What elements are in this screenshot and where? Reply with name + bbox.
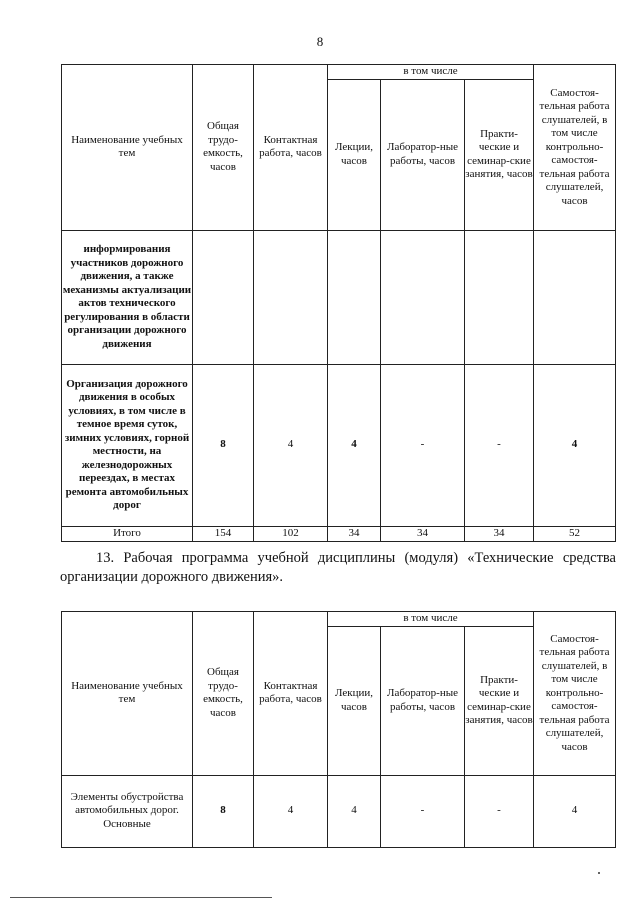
header-self-study: Самостоя-тельная работа слушателей, в том числе контрольно-самостоя-тельная работа слушателей, часов	[534, 65, 616, 231]
table-row	[62, 364, 616, 526]
table-row	[62, 775, 616, 847]
header-labs: Лаборатор-ные работы, часов	[381, 626, 465, 775]
page-number: 8	[316, 34, 324, 49]
cell-contact: 4	[254, 775, 328, 847]
header-including: в том числе	[328, 65, 534, 80]
topic-name: информирования участников дорожного движения, а также механизмы актуализации актов технического регулирования в области организации дорожного движения	[62, 230, 193, 364]
header-total: Общая трудо-емкость, часов	[193, 65, 254, 231]
table-row	[62, 230, 616, 364]
cell-labs: -	[381, 775, 465, 847]
curriculum-table-1	[61, 64, 616, 542]
section-title: 13. Рабочая программа учебной дисциплины (модуля) «Технические средства организации дорожного движения».	[60, 550, 616, 585]
total-total: 154	[193, 526, 254, 541]
total-labs: 34	[381, 526, 465, 541]
header-total: Общая трудо-емкость, часов	[193, 612, 254, 776]
header-contact: Контактная работа, часов	[254, 612, 328, 776]
header-self-study: Самостоя-тельная работа слушателей, в том числе контрольно-самостоя-тельная работа слушателей, часов	[534, 612, 616, 776]
curriculum-table-2	[61, 611, 616, 848]
total-practical: 34	[465, 526, 534, 541]
total-self: 52	[534, 526, 616, 541]
header-name: Наименование учебных тем	[62, 612, 193, 776]
total-lectures: 34	[328, 526, 381, 541]
scan-dot	[598, 872, 600, 874]
header-contact: Контактная работа, часов	[254, 65, 328, 231]
cell-contact: 4	[254, 364, 328, 526]
cell-total: 8	[193, 364, 254, 526]
cell-labs	[381, 230, 465, 364]
cell-total	[193, 230, 254, 364]
cell-practical	[465, 230, 534, 364]
topic-name: Элементы обустройства автомобильных дорог. Основные	[62, 775, 193, 847]
header-practical: Практи-ческие и семинар-ские занятия, часов	[465, 79, 534, 230]
header-including: в том числе	[328, 612, 534, 627]
cell-total: 8	[193, 775, 254, 847]
cell-self: 4	[534, 364, 616, 526]
cell-self	[534, 230, 616, 364]
cell-lectures: 4	[328, 364, 381, 526]
total-contact: 102	[254, 526, 328, 541]
cell-lectures: 4	[328, 775, 381, 847]
header-lectures: Лекции, часов	[328, 626, 381, 775]
topic-name: Организация дорожного движения в особых условиях, в том числе в темное время суток, зимних условиях, горной местности, на железнодорожных переездах, в местах ремонта автомобильных дорог	[62, 364, 193, 526]
cell-practical: -	[465, 775, 534, 847]
footnote-divider	[10, 897, 272, 898]
cell-self: 4	[534, 775, 616, 847]
header-labs: Лаборатор-ные работы, часов	[381, 79, 465, 230]
header-lectures: Лекции, часов	[328, 79, 381, 230]
header-name: Наименование учебных тем	[62, 65, 193, 231]
cell-contact	[254, 230, 328, 364]
header-practical: Практи-ческие и семинар-ские занятия, часов	[465, 626, 534, 775]
cell-labs: -	[381, 364, 465, 526]
cell-practical: -	[465, 364, 534, 526]
total-label: Итого	[62, 526, 193, 541]
total-row	[62, 526, 616, 541]
cell-lectures	[328, 230, 381, 364]
